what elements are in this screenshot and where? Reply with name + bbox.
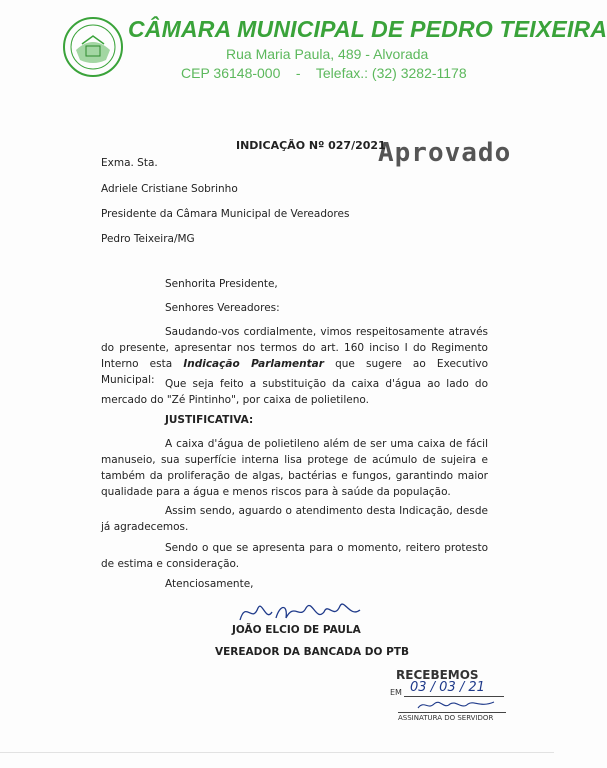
receipt-stamp: [388, 668, 508, 724]
page-footer-line: [0, 752, 554, 753]
intro-paragraph: Saudando-vos cordialmente, vimos respeitosamente através do presente, apresentar nos termos do art. 160 inciso I do Regimento Interno esta Indicação Parlamentar que sugere ao Executivo Municipal:: [101, 326, 489, 386]
closing-paragraph: Sendo o que se apresenta para o momento, reitero protesto de estima e consideração.: [101, 542, 488, 570]
receipt-em-label: EM: [390, 688, 402, 697]
municipal-seal-icon: [62, 16, 124, 78]
recipient-name: Adriele Cristiane Sobrinho: [101, 183, 238, 195]
org-name: CÂMARA MUNICIPAL DE PEDRO TEIXEIRA: [128, 16, 607, 42]
servant-signature-label: ASSINATURA DO SERVIDOR: [398, 714, 494, 722]
receiver-signature: [416, 698, 496, 712]
greeting-councillors: Senhores Vereadores:: [165, 302, 280, 314]
received-label: RECEBEMOS: [396, 668, 479, 682]
greeting-president: Senhorita Presidente,: [165, 278, 278, 290]
document-title: INDICAÇÃO Nº 027/2021: [236, 139, 386, 152]
address-line-2: CEP 36148-000 - Telefax.: (32) 3282-1178: [181, 65, 467, 81]
recipient-position: Presidente da Câmara Municipal de Vereadores: [101, 208, 350, 220]
request-paragraph: Que seja feito a substituição da caixa d'água ao lado do mercado do "Zé Pintinho", por caixa de polietileno.: [101, 378, 488, 406]
recipient-city: Pedro Teixeira/MG: [101, 233, 195, 245]
address-line-1: Rua Maria Paula, 489 - Alvorada: [226, 46, 429, 62]
signer-name: JOÃO ELCIO DE PAULA: [232, 624, 361, 636]
salutation: Exma. Sta.: [101, 157, 158, 169]
parliamentary-indication-term: Indicação Parlamentar: [183, 358, 324, 370]
justification-heading: JUSTIFICATIVA:: [165, 414, 254, 426]
approved-stamp: Aprovado: [378, 138, 512, 168]
receipt-date: 03 / 03 / 21: [410, 680, 485, 695]
signer-role: VEREADOR DA BANCADA DO PTB: [215, 646, 409, 658]
await-paragraph: Assim sendo, aguardo o atendimento desta Indicação, desde já agradecemos.: [101, 505, 488, 533]
sign-off: Atenciosamente,: [165, 578, 254, 590]
justification-paragraph: A caixa d'água de polietileno além de ser uma caixa de fácil manuseio, sua superfície interna lisa protege de acúmulo de sujeira e também da proliferação de algas, bactérias e fungos, garantindo maior qualidade para a água e menos riscos para à saúde da população.: [101, 438, 488, 498]
